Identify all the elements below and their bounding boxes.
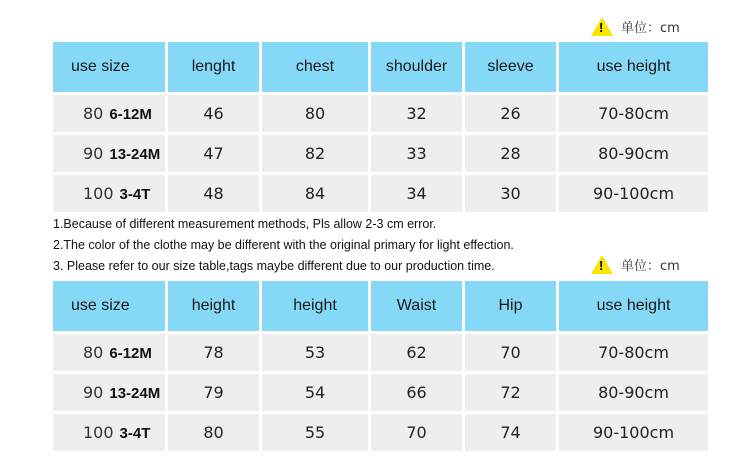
header-cell: use size <box>53 281 165 331</box>
header-cell: Waist <box>371 281 462 331</box>
value-cell: 28 <box>465 135 556 172</box>
size-age: 6-12M <box>109 106 152 123</box>
value-cell: 80 <box>262 95 368 132</box>
value-cell: 80 <box>168 414 259 451</box>
value-cell: 62 <box>371 334 462 371</box>
size-number: 90 <box>83 144 104 163</box>
value-cell: 46 <box>168 95 259 132</box>
value-cell: 70-80cm <box>559 334 708 371</box>
size-number: 90 <box>83 383 104 402</box>
value-cell: 47 <box>168 135 259 172</box>
value-cell: 26 <box>465 95 556 132</box>
table-row <box>53 135 708 172</box>
size-number: 80 <box>83 343 104 362</box>
header-cell: shoulder <box>371 42 462 92</box>
size-age: 13-24M <box>109 146 161 163</box>
value-cell: 84 <box>262 175 368 212</box>
table-row <box>53 95 708 132</box>
header-cell: height <box>262 281 368 331</box>
value-cell: 78 <box>168 334 259 371</box>
value-cell: 32 <box>371 95 462 132</box>
value-cell: 66 <box>371 374 462 411</box>
unit-label-bottom <box>591 255 680 274</box>
value-cell: 90-100cm <box>559 414 708 451</box>
header-cell: sleeve <box>465 42 556 92</box>
value-cell: 70 <box>465 334 556 371</box>
size-number: 100 <box>83 423 114 442</box>
warning-icon <box>591 255 613 274</box>
value-cell: 79 <box>168 374 259 411</box>
size-cell <box>53 175 165 212</box>
note-line: 3. Please refer to our size table,tags maybe different due to our production time. <box>53 259 495 273</box>
value-cell: 34 <box>371 175 462 212</box>
value-cell: 54 <box>262 374 368 411</box>
header-cell: height <box>168 281 259 331</box>
header-cell: use size <box>53 42 165 92</box>
table-row <box>53 414 708 451</box>
note-line: 1.Because of different measurement methods, Pls allow 2-3 cm error. <box>53 217 437 231</box>
table-header-row <box>53 42 708 92</box>
size-age: 3-4T <box>119 186 151 203</box>
header-cell: Hip <box>465 281 556 331</box>
value-cell: 55 <box>262 414 368 451</box>
size-cell <box>53 414 165 451</box>
unit-text: 单位：cm <box>621 259 680 274</box>
table-row <box>53 175 708 212</box>
size-cell <box>53 135 165 172</box>
size-table-top <box>50 39 711 215</box>
value-cell: 70 <box>371 414 462 451</box>
value-cell: 33 <box>371 135 462 172</box>
size-age: 6-12M <box>109 345 152 362</box>
note-line: 2.The color of the clothe may be different with the original primary for light effection. <box>53 238 514 252</box>
size-age: 13-24M <box>109 385 161 402</box>
value-cell: 90-100cm <box>559 175 708 212</box>
size-number: 80 <box>83 104 104 123</box>
value-cell: 53 <box>262 334 368 371</box>
value-cell: 80-90cm <box>559 135 708 172</box>
header-cell: use height <box>559 42 708 92</box>
size-cell <box>53 95 165 132</box>
size-age: 3-4T <box>119 425 151 442</box>
warning-icon <box>591 17 613 36</box>
value-cell: 72 <box>465 374 556 411</box>
value-cell: 80-90cm <box>559 374 708 411</box>
size-table-bottom <box>50 278 711 454</box>
header-cell: chest <box>262 42 368 92</box>
size-cell <box>53 334 165 371</box>
header-cell: use height <box>559 281 708 331</box>
value-cell: 82 <box>262 135 368 172</box>
header-cell: lenght <box>168 42 259 92</box>
size-number: 100 <box>83 184 114 203</box>
value-cell: 74 <box>465 414 556 451</box>
value-cell: 70-80cm <box>559 95 708 132</box>
unit-text: 单位：cm <box>621 21 680 36</box>
notes-block <box>53 214 514 277</box>
value-cell: 30 <box>465 175 556 212</box>
table-header-row <box>53 281 708 331</box>
table-row <box>53 334 708 371</box>
size-cell <box>53 374 165 411</box>
unit-label-top <box>591 17 680 36</box>
value-cell: 48 <box>168 175 259 212</box>
table-row <box>53 374 708 411</box>
